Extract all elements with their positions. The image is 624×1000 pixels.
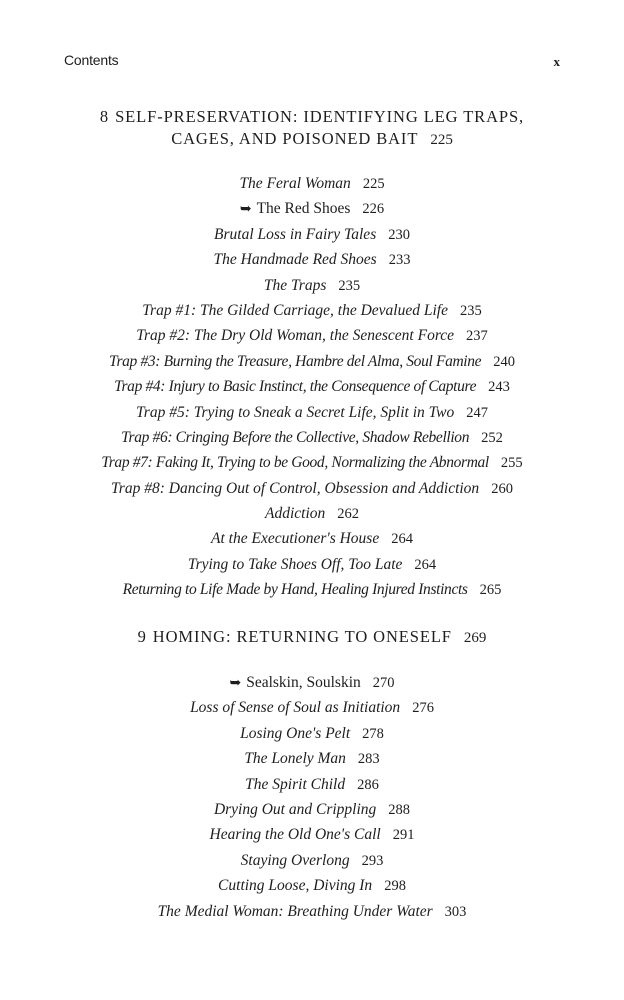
entry-page-number: 264	[391, 531, 413, 548]
toc-entry[interactable]	[40, 577, 584, 602]
entry-page-number: 265	[479, 582, 502, 599]
chapter-heading	[60, 106, 564, 151]
entry-page-number: 235	[459, 302, 482, 319]
toc-entry[interactable]	[40, 425, 584, 450]
arrow-right-icon: ➥	[229, 676, 242, 691]
toc-entry[interactable]	[40, 772, 584, 797]
chapter-number: 9	[137, 627, 147, 646]
entry-page-number: 225	[362, 176, 385, 192]
entry-title: Trying to Take Shoes Off, Too Late	[187, 555, 403, 573]
toc-entry[interactable]	[40, 323, 584, 348]
page-folio: x	[553, 54, 560, 69]
toc-entry-tale[interactable]	[40, 670, 584, 695]
entry-title: Losing One's Pelt	[240, 724, 351, 742]
toc-entry[interactable]	[40, 400, 584, 425]
toc-entry[interactable]	[40, 450, 584, 475]
entry-page-number: 262	[337, 506, 360, 523]
toc-entry-tale[interactable]	[40, 196, 584, 221]
entry-title: Returning to Life Made by Hand, Healing Injured Instincts	[122, 581, 468, 599]
toc-entry[interactable]	[40, 501, 584, 526]
toc-entry[interactable]	[40, 695, 584, 720]
entry-page-number: 293	[361, 852, 384, 869]
chapter-page-number: 269	[463, 630, 487, 646]
toc-entry[interactable]	[40, 247, 584, 272]
entry-title: Cutting Loose, Diving In	[218, 877, 373, 895]
entry-title: The Spirit Child	[245, 775, 346, 793]
entry-page-number: 247	[466, 404, 488, 421]
entry-title: Trap #4: Injury to Basic Instinct, the Consequence of Capture	[114, 378, 477, 396]
chapter-title: SELF-PRESERVATION: IDENTIFYING LEG TRAPS,	[115, 107, 525, 126]
entry-title: Trap #7: Faking It, Trying to be Good, Normalizing the Abnormal	[101, 454, 489, 472]
entry-page-number: 240	[493, 353, 515, 370]
entry-title: Trap #8: Dancing Out of Control, Obsession and Addiction	[111, 479, 480, 497]
entry-title: Drying Out and Crippling	[213, 800, 377, 818]
entry-page-number: 270	[372, 675, 395, 691]
entry-title: The Traps	[263, 276, 327, 294]
entry-title: The Medial Woman: Breathing Under Water	[157, 902, 433, 920]
entry-page-number: 298	[384, 878, 406, 895]
entry-page-number: 264	[414, 556, 437, 573]
entry-title: Brutal Loss in Fairy Tales	[214, 225, 377, 243]
entry-title: The Handmade Red Shoes	[213, 251, 377, 269]
entry-title: Hearing the Old One's Call	[209, 826, 381, 844]
entry-title: Trap #1: The Gilded Carriage, the Devalued Life	[142, 301, 448, 319]
toc-entry[interactable]	[40, 899, 584, 924]
toc-entry[interactable]	[40, 476, 584, 501]
toc-entry[interactable]	[40, 797, 584, 822]
toc-entry[interactable]	[40, 222, 584, 247]
entry-title: The Red Shoes	[256, 200, 351, 218]
chapter-title-line2: CAGES, AND POISONED BAIT	[171, 129, 419, 148]
toc-entry[interactable]	[40, 848, 584, 873]
chapter-number: 8	[99, 107, 110, 126]
toc-entry[interactable]	[40, 552, 584, 577]
toc-list	[40, 670, 584, 924]
entry-page-number: 283	[357, 751, 380, 768]
toc-entry[interactable]	[40, 822, 584, 847]
entry-page-number: 291	[392, 827, 415, 844]
toc-entry[interactable]	[40, 746, 584, 771]
entry-page-number: 243	[488, 379, 510, 396]
toc-entry[interactable]	[40, 374, 584, 399]
entry-title: Staying Overlong	[240, 851, 350, 869]
entry-title: Sealskin, Soulskin	[246, 674, 361, 691]
toc-entry[interactable]	[40, 526, 584, 551]
entry-page-number: 235	[338, 277, 361, 294]
entry-page-number: 255	[500, 455, 523, 472]
toc-entry[interactable]	[40, 273, 584, 298]
chapter-title: HOMING: RETURNING TO ONESELF	[152, 627, 452, 646]
entry-page-number: 226	[362, 201, 385, 218]
entry-page-number: 237	[466, 328, 488, 345]
toc-entry[interactable]	[40, 171, 584, 196]
entry-title: At the Executioner's House	[211, 530, 380, 548]
entry-title: The Feral Woman	[239, 175, 351, 192]
toc-entry[interactable]	[40, 298, 584, 323]
arrow-right-icon: ➥	[239, 202, 252, 218]
entry-page-number: 288	[388, 801, 411, 818]
entry-title: Trap #3: Burning the Treasure, Hambre del Alma, Soul Famine	[109, 352, 482, 370]
entry-title: Trap #6: Cringing Before the Collective, Shadow Rebellion	[121, 428, 470, 446]
toc-entry[interactable]	[40, 873, 584, 898]
entry-title: Trap #2: The Dry Old Woman, the Senescent Force	[136, 327, 455, 345]
entry-page-number: 278	[362, 725, 384, 742]
entry-page-number: 233	[388, 252, 411, 269]
running-title: Contents	[64, 52, 119, 68]
entry-page-number: 230	[388, 226, 410, 243]
entry-page-number: 260	[491, 480, 513, 497]
entry-page-number: 252	[481, 429, 503, 446]
chapter-page-number: 225	[430, 132, 453, 148]
toc-list	[40, 171, 584, 603]
entry-page-number: 303	[444, 903, 467, 920]
running-head	[64, 52, 560, 72]
entry-title: The Lonely Man	[244, 750, 346, 768]
entry-page-number: 276	[412, 700, 434, 717]
entry-title: Addiction	[264, 505, 326, 523]
entry-title: Trap #5: Trying to Sneak a Secret Life, Split in Two	[136, 403, 455, 421]
toc-entry[interactable]	[40, 349, 584, 374]
entry-title: Loss of Sense of Soul as Initiation	[190, 699, 401, 717]
entry-page-number: 286	[357, 776, 379, 793]
chapter-heading	[60, 626, 564, 649]
toc-entry[interactable]	[40, 721, 584, 746]
